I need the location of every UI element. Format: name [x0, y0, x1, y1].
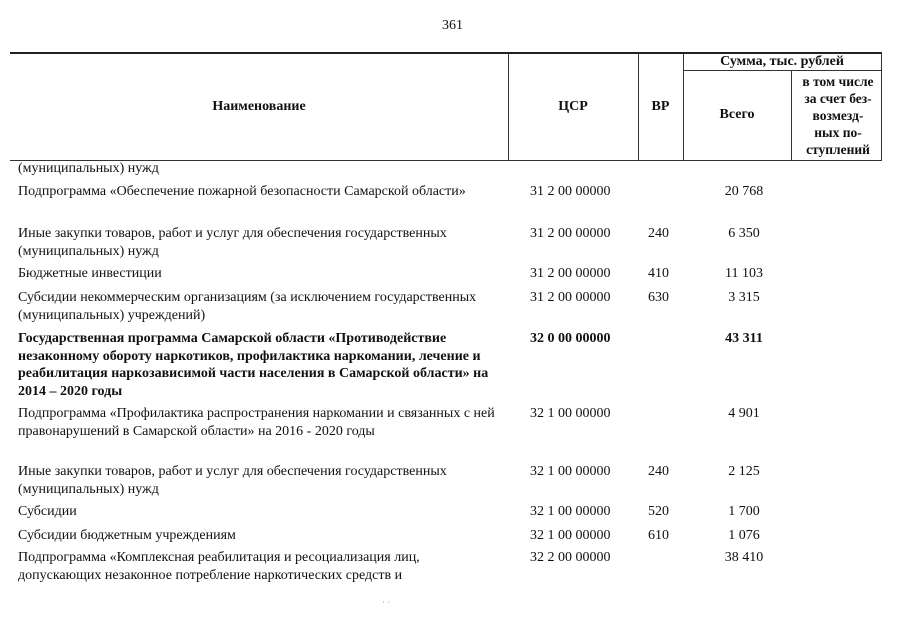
- row-sum: 2 125: [728, 464, 760, 479]
- row-sum: 1 076: [728, 528, 760, 543]
- row-csr: 32 1 00 00000: [530, 504, 611, 519]
- header-total: Всего: [719, 107, 755, 122]
- row-vr: 630: [648, 290, 669, 305]
- row-name: Подпрограмма «Комплексная реабилитация и ресоциализация лиц, допускающих незаконное потребление наркотических средств и: [18, 550, 420, 583]
- row-name: Подпрограмма «Профилактика распространения наркомании и связанных с ней правонарушений в Самарской области» на 2016 - 2020 годы: [18, 406, 495, 439]
- scan-mark: · ·: [382, 597, 391, 607]
- header-name: Наименование: [212, 99, 306, 114]
- header-sum-group: Сумма, тыс. рублей: [720, 54, 844, 69]
- row-csr: 32 1 00 00000: [530, 406, 611, 421]
- row-vr: 240: [648, 226, 669, 241]
- row-name: Иные закупки товаров, работ и услуг для обеспечения государственных (муниципальных) нужд: [18, 226, 447, 259]
- row-name: Субсидии некоммерческим организациям (за исключением государственных (муниципальных) учреждений): [18, 290, 477, 323]
- row-csr: 32 0 00 00000: [530, 331, 611, 346]
- header-csr: ЦСР: [558, 99, 588, 114]
- row-sum: 11 103: [725, 266, 763, 281]
- table-header: [10, 52, 882, 161]
- row-name: Иные закупки товаров, работ и услуг для обеспечения государственных (муниципальных) нужд: [18, 464, 447, 497]
- row-csr: 31 2 00 00000: [530, 226, 611, 241]
- row-name: (муниципальных) нужд: [18, 161, 159, 176]
- row-sum: 43 311: [725, 331, 763, 346]
- row-vr: 410: [648, 266, 669, 281]
- row-sum: 38 410: [724, 550, 764, 565]
- row-sum: 20 768: [724, 184, 764, 199]
- row-sum: 4 901: [728, 406, 760, 421]
- row-csr: 31 2 00 00000: [530, 290, 611, 305]
- row-name: Подпрограмма «Обеспечение пожарной безопасности Самарской области»: [18, 184, 466, 199]
- header-incl-free-receipts: в том числе за счет без- возмезд- ных по- ступлений: [802, 74, 874, 157]
- row-name: Государственная программа Самарской области «Противодействие незаконному обороту наркотиков, профилактика наркомании, лечение и реабилитация наркозависимой части населения в Самарской области» на 2014 – 2020 годы: [18, 331, 489, 399]
- header-vr: ВР: [651, 99, 670, 114]
- row-sum: 1 700: [728, 504, 760, 519]
- row-name: Субсидии бюджетным учреждениям: [18, 528, 236, 543]
- row-name: Бюджетные инвестиции: [18, 266, 162, 281]
- row-name: Субсидии: [18, 504, 77, 519]
- row-csr: 32 2 00 00000: [530, 550, 611, 565]
- page-number: 361: [442, 18, 463, 33]
- row-csr: 32 1 00 00000: [530, 464, 611, 479]
- row-csr: 31 2 00 00000: [530, 184, 611, 199]
- row-sum: 6 350: [728, 226, 760, 241]
- row-vr: 610: [648, 528, 669, 543]
- row-csr: 32 1 00 00000: [530, 528, 611, 543]
- row-vr: 520: [648, 504, 669, 519]
- row-sum: 3 315: [728, 290, 760, 305]
- row-csr: 31 2 00 00000: [530, 266, 611, 281]
- col-divider: [791, 70, 792, 161]
- row-vr: 240: [648, 464, 669, 479]
